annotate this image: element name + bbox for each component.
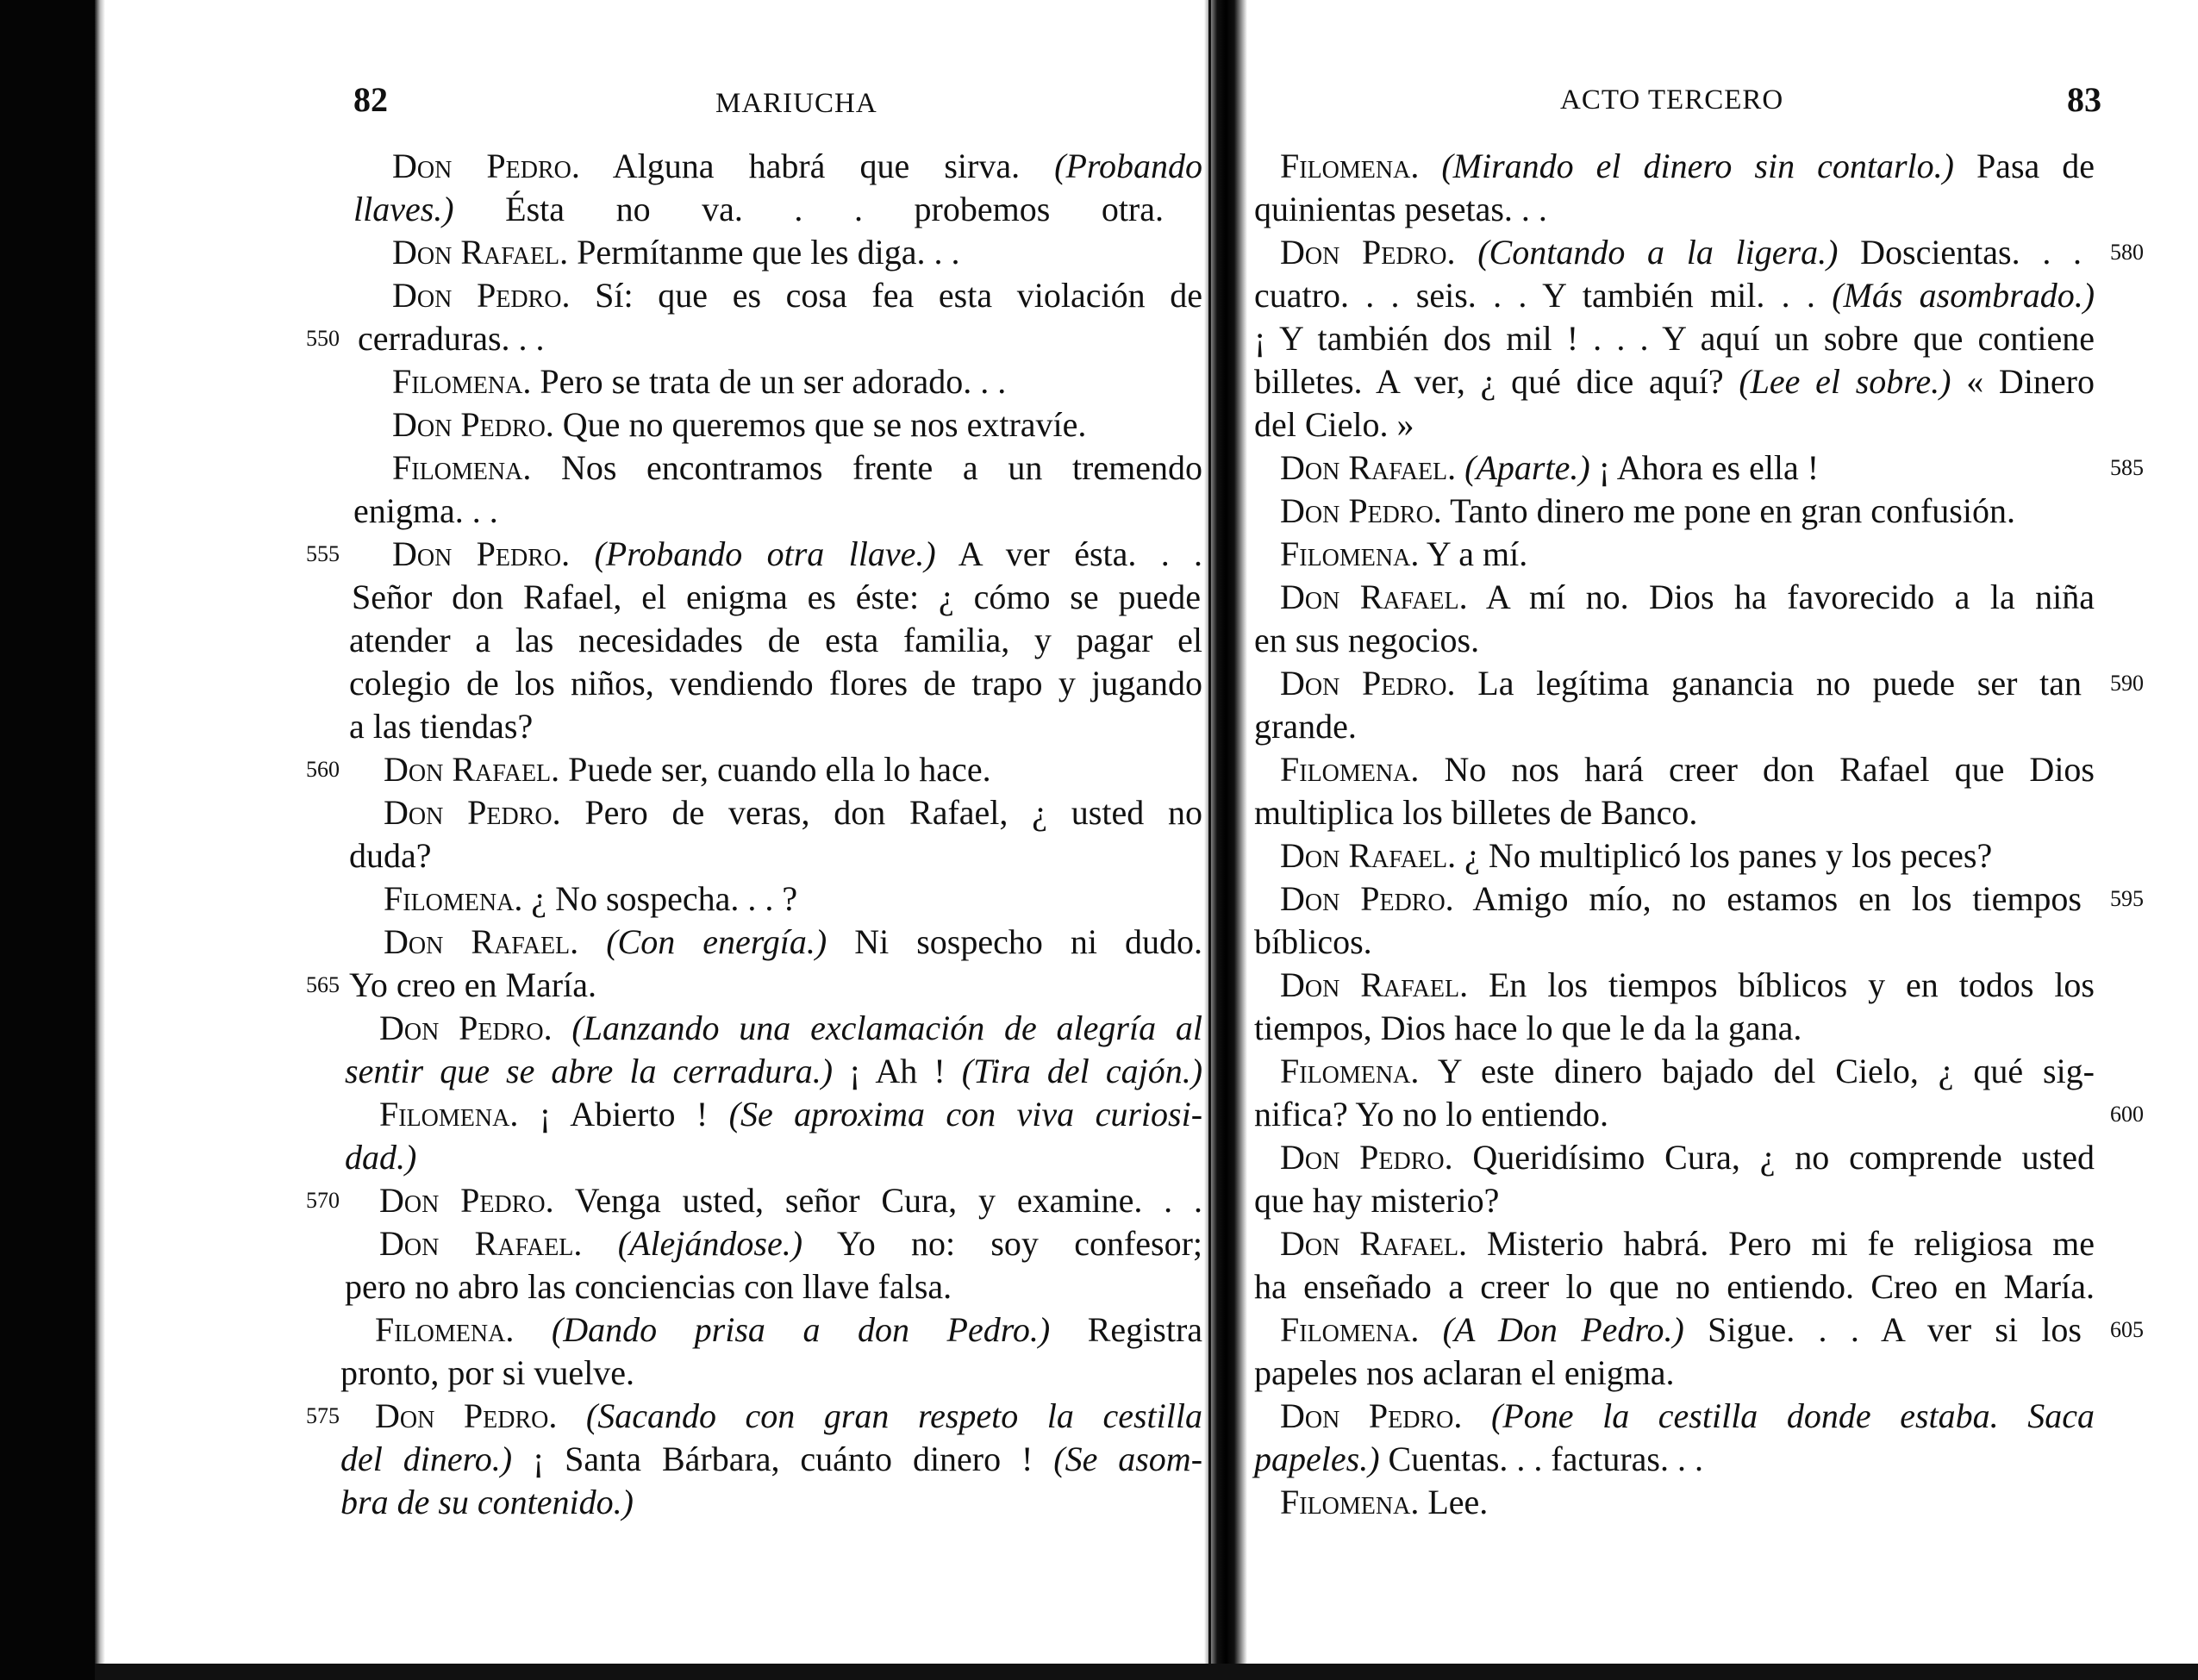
line-number: 600 [2110,1102,2144,1127]
speaker-name: Don Pedro. [392,276,571,315]
stage-direction: (Más asombrado.) [1832,276,2095,315]
speaker-name: Filomena. [1280,1052,1420,1090]
dialogue: A mí no. Dios ha favorecido a la niña [1485,578,2095,616]
text-line [384,877,797,921]
speaker-name: Don Pedro. [392,405,554,444]
text-line [349,705,533,748]
dialogue: Venga usted, señor Cura, y examine. . . [574,1181,1203,1220]
text-line [349,964,596,1007]
speaker-name: Don Rafael. [1280,836,1457,875]
text-line [384,748,991,791]
text-line [392,274,1202,317]
speaker-name: Don Rafael. [1280,448,1457,487]
text-line [1280,576,2095,619]
dialogue: Puede ser, cuando ella lo hace. [568,750,991,789]
speaker-name: Don Pedro. [379,1181,554,1220]
speaker-name: Don Pedro. [1280,1396,1463,1435]
stage-direction: (Dando prisa a don Pedro.) [551,1310,1051,1349]
dialogue: a las tiendas? [349,707,534,746]
text-line [1280,1136,2095,1179]
dialogue: En los tiempos bíblicos y en todos los [1489,965,2095,1004]
dialogue: Yo creo en María. [349,965,596,1004]
stage-direction: (Probando otra llave.) [594,534,936,573]
stage-direction: (Se aproxima con viva curiosi- [728,1095,1203,1134]
stage-direction: (Con energía.) [606,922,827,961]
speaker-name: Don Pedro. [1280,491,1442,530]
stage-direction: (Sacando con gran respeto la cestilla [585,1396,1203,1435]
stage-direction: (Tira del cajón.) [961,1052,1203,1090]
text-line [1280,1308,2082,1352]
text-line [1254,1265,2095,1308]
speaker-name: Filomena. [1280,1483,1420,1521]
dialogue: Y a mí. [1426,534,1528,573]
dialogue: que hay misterio? [1254,1181,1500,1220]
stage-direction: (Contando a la ligera.) [1477,233,1839,272]
dialogue: Amigo mío, no estamos en los tiempos [1472,879,2082,918]
gutter-line [1208,0,1211,1680]
text-line [1254,1007,1801,1050]
dialogue: nifica? Yo no lo entiendo. [1254,1095,1609,1134]
dialogue: ¡ Santa Bárbara, cuánto dinero ! [532,1440,1033,1478]
dialogue: Lee. [1427,1483,1489,1521]
stage-direction: dad.) [345,1138,417,1177]
dialogue: Permítanme que les diga. . . [577,233,960,272]
text-line [340,1481,634,1524]
scan-left-fade [95,0,105,1680]
dialogue: duda? [349,836,432,875]
text-line [345,1050,1202,1093]
speaker-name: Don Rafael. [379,1224,583,1263]
speaker-name: Don Rafael. [392,233,569,272]
text-line [1254,921,1372,964]
dialogue: bíblicos. [1254,922,1372,961]
speaker-name: Don Rafael. [1280,578,1468,616]
line-number: 590 [2110,671,2144,696]
speaker-name: Don Rafael. [1280,1224,1468,1263]
stage-direction: (Lanzando una exclamación de alegría al [571,1009,1203,1047]
stage-direction: sentir que se abre la cerradura.) [345,1052,834,1090]
speaker-name: Don Rafael. [1280,965,1469,1004]
text-line [1280,748,2095,791]
dialogue: A ver ésta. . . [958,534,1203,573]
dialogue: ha enseñado a creer lo que no entiendo. Creo en María. [1254,1267,2095,1306]
dialogue: multiplica los billetes de Banco. [1254,793,1698,832]
stage-direction: (Pone la cestilla donde estaba. Saca [1490,1396,2095,1435]
dialogue: ¡ Y también dos mil ! . . . Y aquí un sobre que contiene [1254,319,2095,358]
text-line [384,921,1202,964]
dialogue: cuatro. . . seis. . . Y también mil. . . [1254,276,1815,315]
line-number: 595 [2110,886,2144,911]
speaker-name: Don Pedro. [1280,233,1456,272]
speaker-name: Don Pedro. [1280,879,1454,918]
text-line [384,791,1202,834]
speaker-name: Filomena. [379,1095,519,1134]
line-number: 570 [306,1188,340,1213]
text-line [392,447,1202,490]
stage-direction: (Probando [1054,147,1202,185]
dialogue: Alguna habrá que sirva. [612,147,1021,185]
dialogue: ¿ No multiplicó los panes y los peces? [1464,836,1993,875]
text-line [1280,834,1992,877]
speaker-name: Filomena. [392,448,532,487]
dialogue: « Dinero [1966,362,2095,401]
line-number: 560 [306,757,340,782]
text-line [1254,1093,1608,1136]
left-folio: 82 [353,80,388,119]
text-line [340,1438,1202,1481]
dialogue: cerraduras. . . [358,319,545,358]
dialogue: Registra [1087,1310,1203,1349]
dialogue: La legítima ganancia no puede ser tan [1477,664,2082,703]
dialogue: ¡ Abierto ! [539,1095,709,1134]
left-running-head: MARIUCHA [715,88,877,119]
line-number: 585 [2110,455,2144,480]
dialogue: tiempos, Dios hace lo que le da la gana. [1254,1009,1802,1047]
text-line [379,1093,1202,1136]
speaker-name: Don Pedro. [375,1396,558,1435]
stage-direction: (Alejándose.) [617,1224,803,1263]
text-line [1254,188,1547,231]
text-line [1254,1352,1675,1395]
text-line [1280,231,2082,274]
speaker-name: Don Pedro. [1280,664,1456,703]
speaker-name: Filomena. [384,879,523,918]
speaker-name: Don Pedro. [392,147,580,185]
scan-left-shadow [0,0,95,1680]
text-line [1254,360,2095,403]
text-line [1280,964,2095,1007]
dialogue: Pero de veras, don Rafael, ¿ usted no [584,793,1202,832]
text-line [349,834,432,877]
text-line [349,619,1202,662]
stage-direction: (Aparte.) [1464,448,1590,487]
text-line [1254,619,1479,662]
speaker-name: Don Pedro. [379,1009,553,1047]
text-line [392,145,1202,188]
line-number: 605 [2110,1317,2144,1342]
dialogue: Pero se trata de un ser adorado. . . [540,362,1007,401]
text-line [379,1179,1202,1222]
dialogue: billetes. A ver, ¿ qué dice aquí? [1254,362,1724,401]
text-line [1280,1222,2095,1265]
dialogue: en sus negocios. [1254,621,1480,659]
stage-direction: (Mirando el dinero sin contarlo.) [1441,147,1954,185]
right-folio: 83 [2067,80,2101,119]
dialogue: Queridísimo Cura, ¿ no comprende usted [1472,1138,2095,1177]
speaker-name: Don Pedro. [1280,1138,1453,1177]
text-line [1280,877,2082,921]
line-number: 565 [306,972,340,997]
speaker-name: Don Rafael. [384,922,579,961]
dialogue: ¿ No sospecha. . . ? [531,879,798,918]
text-line [1254,317,2095,360]
dialogue: grande. [1254,707,1357,746]
text-line [352,576,1201,619]
dialogue: Señor don Rafael, el enigma es éste: ¿ cómo se puede [352,578,1201,616]
text-line [392,231,960,274]
dialogue: Y este dinero bajado del Cielo, ¿ qué sig- [1437,1052,2095,1090]
speaker-name: Filomena. [1280,147,1420,185]
text-line [340,1352,634,1395]
text-line [358,317,545,360]
speaker-name: Don Pedro. [384,793,561,832]
dialogue: pero no abro las conciencias con llave falsa. [345,1267,952,1306]
text-line [379,1222,1202,1265]
text-line [1254,274,2095,317]
dialogue: No nos hará creer don Rafael que Dios [1444,750,2095,789]
dialogue: Sigue. . . A ver si los [1708,1310,2082,1349]
text-line [1280,490,2015,533]
text-line [1280,447,1819,490]
text-line [379,1007,1202,1050]
speaker-name: Filomena. [1280,1310,1420,1349]
line-number: 580 [2110,240,2144,265]
dialogue: quinientas pesetas. . . [1254,190,1547,228]
text-line [345,1136,416,1179]
dialogue: Misterio habrá. Pero mi fe religiosa me [1486,1224,2095,1263]
dialogue: Pasa de [1976,147,2095,185]
text-line [353,188,1164,231]
dialogue: Yo no: soy confesor; [836,1224,1203,1263]
stage-direction: del dinero.) [340,1440,513,1478]
dialogue: Ni sospecho ni dudo. [854,922,1203,961]
text-line [375,1395,1202,1438]
dialogue: Sí: que es cosa fea esta violación de [595,276,1203,315]
dialogue: Doscientas. . . [1860,233,2082,272]
text-line [1280,533,1527,576]
dialogue: papeles nos aclaran el enigma. [1254,1353,1675,1392]
stage-direction: (Lee el sobre.) [1739,362,1951,401]
right-running-head: ACTO TERCERO [1560,84,1784,116]
text-line [1280,1481,1488,1524]
text-line [1254,403,1414,447]
stage-direction: papeles.) [1254,1440,1380,1478]
text-line [375,1308,1202,1352]
dialogue: del Cielo. » [1254,405,1414,444]
speaker-name: Don Rafael. [384,750,560,789]
dialogue: Cuentas. . . facturas. . . [1388,1440,1703,1478]
text-line [392,360,1006,403]
stage-direction: bra de su contenido.) [340,1483,634,1521]
dialogue: Ésta no va. . . probemos otra. [505,190,1165,228]
dialogue: Tanto dinero me pone en gran confusión. [1450,491,2015,530]
text-line [1280,1050,2095,1093]
text-line [1254,791,1697,834]
text-line [1280,662,2082,705]
text-line [392,403,1086,447]
line-number: 575 [306,1403,340,1428]
speaker-name: Filomena. [1280,750,1420,789]
speaker-name: Filomena. [375,1310,515,1349]
speaker-name: Filomena. [392,362,532,401]
speaker-name: Don Pedro. [392,534,571,573]
stage-direction: llaves.) [353,190,454,228]
dialogue: Que no queremos que se nos extravíe. [562,405,1087,444]
scan-bottom-edge [95,1664,2198,1680]
line-number: 550 [306,326,340,351]
stage-direction: (A Don Pedro.) [1442,1310,1684,1349]
text-line [1254,1438,1703,1481]
text-line [1254,1179,1499,1222]
line-number: 555 [306,541,340,566]
stage-direction: (Se asom- [1053,1440,1203,1478]
dialogue: colegio de los niños, vendiendo flores de trapo y jugando [349,664,1202,703]
speaker-name: Filomena. [1280,534,1420,573]
text-line [349,662,1202,705]
dialogue: enigma. . . [353,491,498,530]
dialogue: Nos encontramos frente a un tremendo [560,448,1202,487]
text-line [392,533,1202,576]
dialogue: ¡ Ah ! [849,1052,946,1090]
dialogue: atender a las necesidades de esta familia, y pagar el [349,621,1202,659]
text-line [1254,705,1357,748]
text-line [1280,145,2095,188]
dialogue: ¡ Ahora es ella ! [1598,448,1820,487]
text-line [1280,1395,2095,1438]
text-line [353,490,498,533]
text-line [345,1265,952,1308]
dialogue: pronto, por si vuelve. [340,1353,635,1392]
